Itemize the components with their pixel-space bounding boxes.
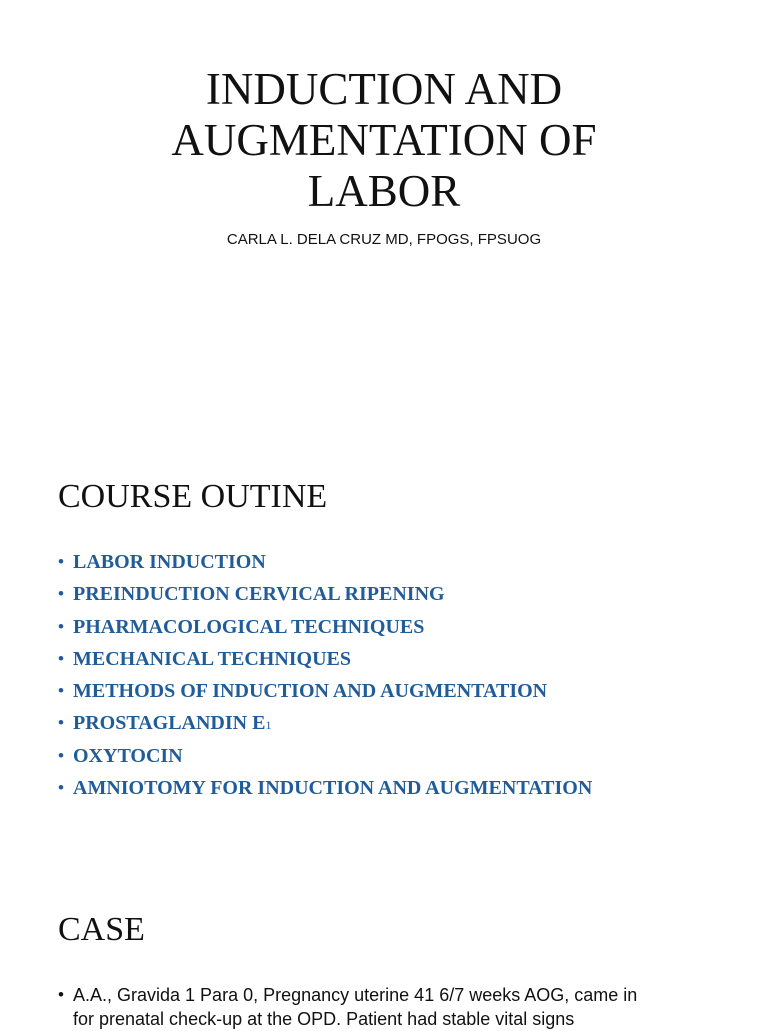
outline-item-subscript: 1 bbox=[265, 718, 272, 733]
bullet-icon: • bbox=[58, 778, 64, 798]
outline-item-oxytocin bbox=[58, 740, 592, 772]
course-outline-heading: COURSE OUTINE bbox=[58, 478, 328, 515]
outline-item-cervical-ripening bbox=[58, 578, 592, 610]
case-text: for prenatal check-up at the OPD. Patient had stable vital signs bbox=[73, 1009, 575, 1029]
bullet-icon: • bbox=[58, 648, 64, 668]
case-text-line bbox=[58, 983, 738, 1007]
case-text: A.A., Gravida 1 Para 0, Pregnancy uterine 41 6/7 weeks AOG, came in bbox=[73, 985, 638, 1005]
bullet-icon: • bbox=[58, 616, 64, 636]
bullet-icon: • bbox=[58, 681, 64, 701]
bullet-icon: • bbox=[58, 713, 64, 733]
outline-item-amniotomy bbox=[58, 772, 592, 804]
bullet-icon: • bbox=[58, 745, 64, 765]
outline-item-mechanical bbox=[58, 643, 592, 675]
course-outline-list bbox=[58, 546, 592, 804]
case-text-line bbox=[58, 1007, 738, 1031]
outline-item-labor-induction bbox=[58, 546, 592, 578]
outline-item-text: OXYTOCIN bbox=[73, 744, 183, 767]
outline-item-text: LABOR INDUCTION bbox=[73, 551, 266, 573]
title-line: AUGMENTATION OF bbox=[171, 115, 597, 165]
outline-item-text: PREINDUCTION CERVICAL RIPENING bbox=[73, 583, 445, 606]
bullet-icon: • bbox=[58, 985, 64, 1004]
bullet-icon: • bbox=[58, 552, 64, 571]
outline-item-text: METHODS OF INDUCTION AND AUGMENTATION bbox=[73, 680, 548, 703]
outline-item-text: AMNIOTOMY FOR INDUCTION AND AUGMENTATION bbox=[73, 777, 593, 800]
outline-item-text: PROSTAGLANDIN E bbox=[73, 712, 266, 735]
outline-item-pharmacological bbox=[58, 611, 592, 643]
outline-item-prostaglandin bbox=[58, 707, 592, 739]
bullet-icon: • bbox=[58, 584, 64, 604]
case-heading: CASE bbox=[58, 911, 145, 948]
title-slide-heading bbox=[0, 64, 768, 217]
outline-item-text: PHARMACOLOGICAL TECHNIQUES bbox=[73, 615, 425, 638]
outline-item-methods bbox=[58, 675, 592, 707]
presenter-subtitle: CARLA L. DELA CRUZ MD, FPOGS, FPSUOG bbox=[226, 231, 542, 248]
title-line: LABOR bbox=[307, 166, 461, 216]
outline-item-text: MECHANICAL TECHNIQUES bbox=[73, 647, 352, 670]
title-line: INDUCTION AND bbox=[205, 64, 563, 114]
